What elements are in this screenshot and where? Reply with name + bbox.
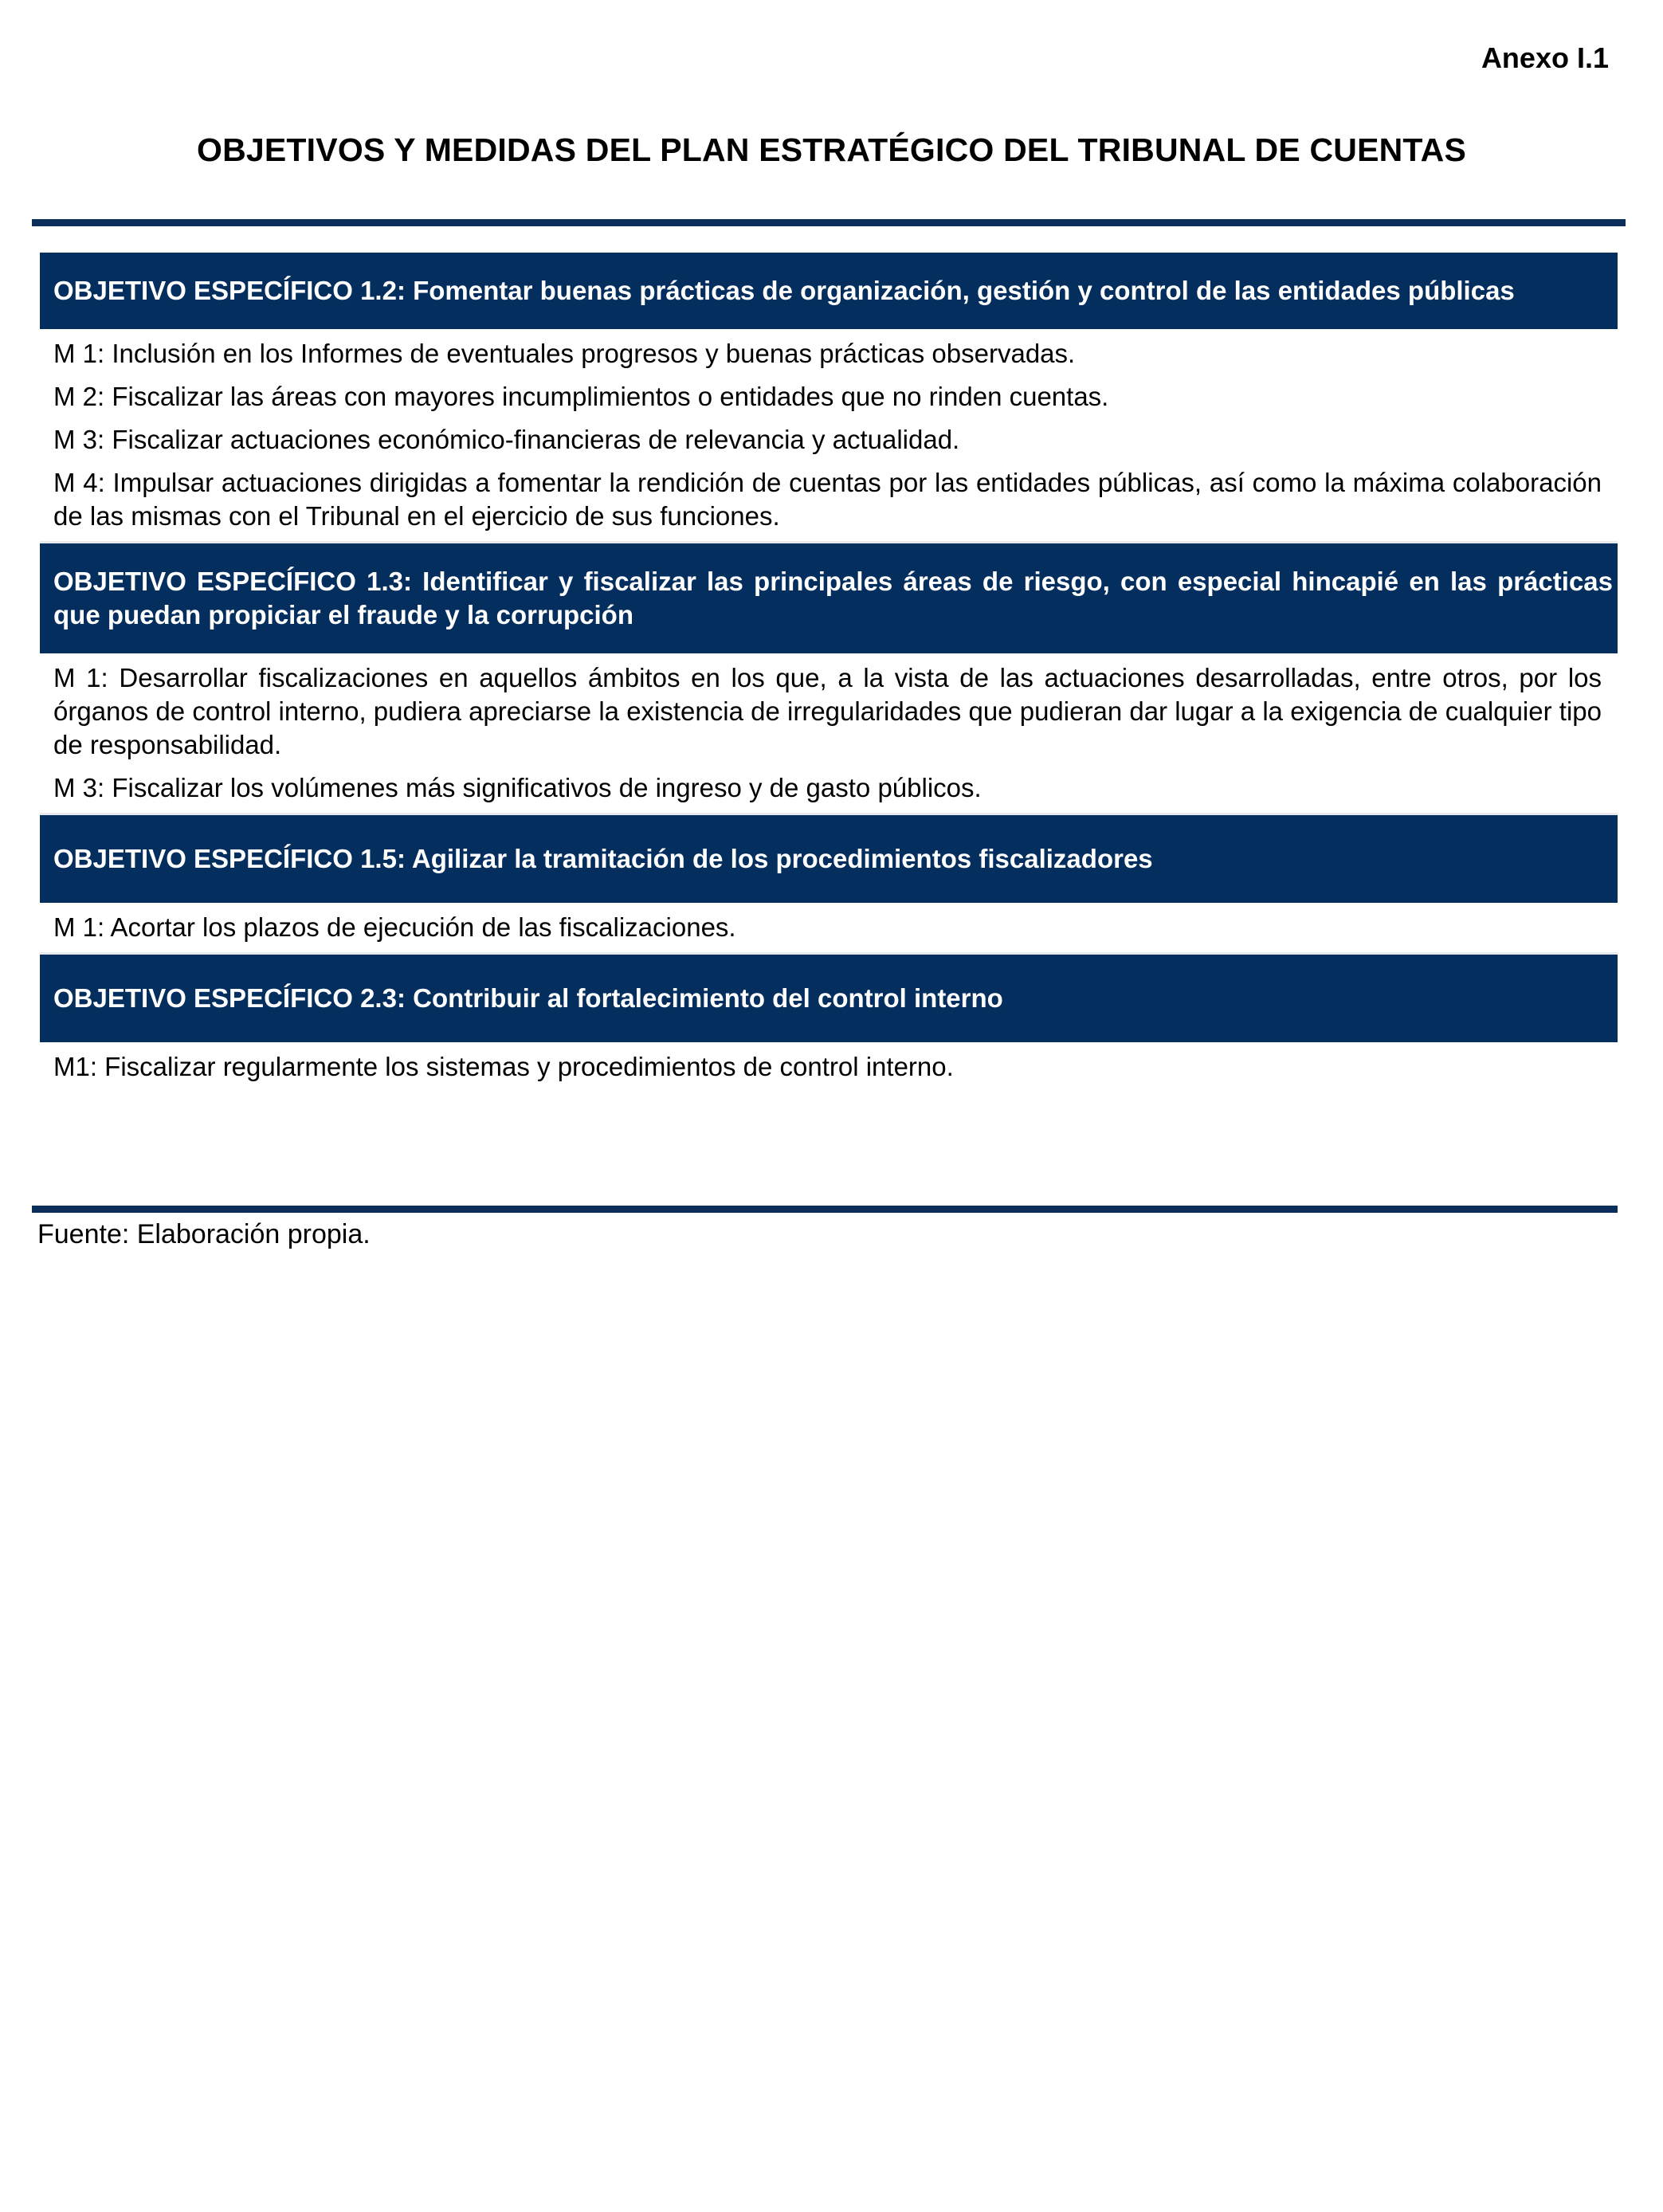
objectives-table	[40, 253, 1618, 1092]
measure-item: M 2: Fiscalizar las áreas con mayores incumplimientos o entidades que no rinden cuentas.	[53, 382, 1109, 411]
objective-block	[40, 253, 1618, 543]
measures-list	[40, 653, 1618, 815]
source-note: Fuente: Elaboración propia.	[37, 1219, 371, 1249]
measures-list	[40, 1042, 1618, 1092]
measure-item: M 1: Desarrollar fiscalizaciones en aquellos ámbitos en los que, a la vista de las actuaciones desarrolladas, entre otros, por los órganos de control interno, pudiera apreciarse la existencia de irregularidades que pudieran dar lugar a la exigencia de cualquier tipo de responsabilidad.	[53, 663, 1602, 759]
objective-heading: OBJETIVO ESPECÍFICO 1.5: Agilizar la tramitación de los procedimientos fiscalizadores	[40, 815, 1618, 903]
measure-item: M 1: Acortar los plazos de ejecución de las fiscalizaciones.	[53, 912, 736, 942]
measures-list	[40, 903, 1618, 955]
measures-list	[40, 329, 1618, 543]
annex-label: Anexo I.1	[1481, 41, 1609, 74]
objective-block	[40, 543, 1618, 815]
objective-heading: OBJETIVO ESPECÍFICO 1.2: Fomentar buenas prácticas de organización, gestión y control de las entidades públicas	[40, 253, 1618, 329]
measure-item: M 3: Fiscalizar actuaciones económico-financieras de relevancia y actualidad.	[53, 425, 960, 454]
measure-item: M 3: Fiscalizar los volúmenes más significativos de ingreso y de gasto públicos.	[53, 773, 982, 802]
objective-heading: OBJETIVO ESPECÍFICO 1.3: Identificar y fiscalizar las principales áreas de riesgo, con especial hincapié en las prácticas que puedan propiciar el fraude y la corrupción	[40, 543, 1618, 653]
bottom-divider	[32, 1206, 1618, 1213]
objective-block	[40, 815, 1618, 955]
measure-item: M1: Fiscalizar regularmente los sistemas y procedimientos de control interno.	[53, 1052, 954, 1081]
measure-item: M 4: Impulsar actuaciones dirigidas a fomentar la rendición de cuentas por las entidades públicas, así como la máxima colaboración de las mismas con el Tribunal en el ejercicio de sus funciones.	[53, 468, 1602, 531]
measure-item: M 1: Inclusión en los Informes de eventuales progresos y buenas prácticas observadas.	[53, 339, 1076, 368]
objective-heading: OBJETIVO ESPECÍFICO 2.3: Contribuir al fortalecimiento del control interno	[40, 955, 1618, 1042]
top-divider	[32, 219, 1626, 226]
page-title: OBJETIVOS Y MEDIDAS DEL PLAN ESTRATÉGICO DEL TRIBUNAL DE CUENTAS	[196, 131, 1466, 168]
objective-block	[40, 955, 1618, 1092]
